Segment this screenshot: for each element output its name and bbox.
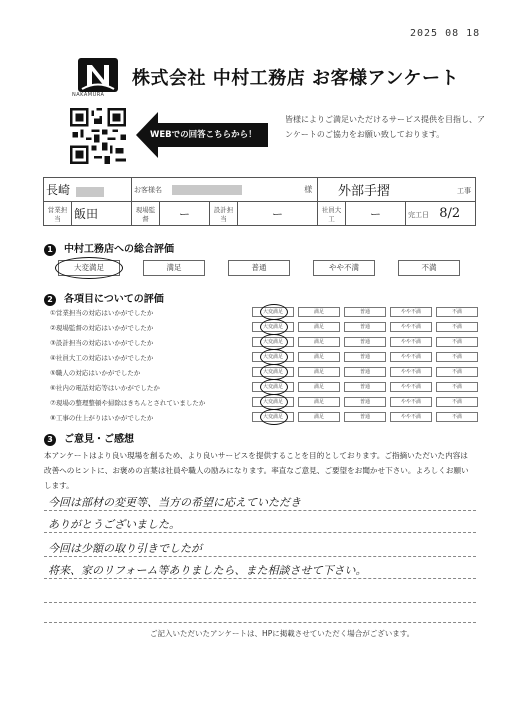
overall-option[interactable]: 普通 bbox=[228, 260, 290, 276]
section-1-heading bbox=[44, 240, 174, 256]
rating-option[interactable]: 満足 bbox=[298, 412, 340, 422]
complete-date-value: 8/2 bbox=[439, 206, 461, 221]
rating-option[interactable]: 不満 bbox=[436, 352, 478, 362]
comment-line bbox=[44, 578, 476, 579]
comment-line bbox=[44, 556, 476, 557]
customer-name-redacted bbox=[172, 185, 242, 195]
rating-option[interactable]: 満足 bbox=[298, 307, 340, 317]
rating-option[interactable]: 不満 bbox=[436, 337, 478, 347]
rating-option[interactable]: 不満 bbox=[436, 322, 478, 332]
sales-label: 営業担当 bbox=[47, 205, 68, 223]
overall-option[interactable]: 不満 bbox=[398, 260, 460, 276]
complete-date-label: 完工日 bbox=[408, 211, 429, 219]
selected-circle-mark bbox=[260, 409, 288, 425]
site-value: ー bbox=[179, 207, 190, 221]
logo-text: NAKAMURA bbox=[72, 92, 105, 98]
rating-option[interactable]: 満足 bbox=[298, 382, 340, 392]
rating-question: ⑧工事の仕上がりはいかがでしたか bbox=[50, 414, 154, 422]
rating-option[interactable]: やや不満 bbox=[390, 367, 432, 377]
section-3-heading bbox=[44, 430, 134, 446]
honorific: 様 bbox=[304, 185, 313, 194]
rating-option[interactable]: 普通 bbox=[344, 352, 386, 362]
redaction-block bbox=[76, 187, 104, 197]
selected-circle-mark bbox=[55, 257, 123, 279]
qr-code-icon[interactable] bbox=[70, 108, 126, 164]
section-2-title: 各項目についての評価 bbox=[64, 294, 164, 305]
survey-date: 2025 08 18 bbox=[410, 28, 481, 39]
rating-option[interactable]: やや不満 bbox=[390, 352, 432, 362]
rating-option[interactable]: 普通 bbox=[344, 307, 386, 317]
rating-option[interactable]: やや不満 bbox=[390, 397, 432, 407]
rating-question: ③設計担当の対応はいかがでしたか bbox=[50, 339, 154, 347]
handwritten-comment: 将来、家のリフォーム等ありましたら、また相談させて下さい。 bbox=[48, 564, 367, 577]
rating-option[interactable]: やや不満 bbox=[390, 337, 432, 347]
rating-option[interactable]: 満足 bbox=[298, 337, 340, 347]
site-label: 現場監督 bbox=[135, 205, 156, 223]
customer-info-table bbox=[43, 177, 476, 226]
comment-line bbox=[44, 622, 476, 623]
rating-option[interactable]: 不満 bbox=[436, 412, 478, 422]
rating-option[interactable]: 普通 bbox=[344, 397, 386, 407]
rating-option[interactable]: 満足 bbox=[298, 322, 340, 332]
selected-circle-mark bbox=[260, 379, 288, 395]
selected-circle-mark bbox=[260, 349, 288, 365]
rating-option[interactable]: 普通 bbox=[344, 367, 386, 377]
rating-option[interactable]: やや不満 bbox=[390, 322, 432, 332]
rating-option[interactable]: やや不満 bbox=[390, 307, 432, 317]
footer-note: ご記入いただいたアンケートは、HPに掲載させていただく場合がございます。 bbox=[150, 629, 415, 638]
web-answer-link[interactable]: WEBでの回答こちらから！ bbox=[150, 130, 257, 140]
rating-option[interactable]: やや不満 bbox=[390, 412, 432, 422]
overall-option[interactable]: 大変満足 bbox=[58, 260, 120, 276]
handwritten-comment: 今回は少額の取り引きでしたが bbox=[48, 542, 202, 555]
rating-option[interactable]: 不満 bbox=[436, 307, 478, 317]
rating-question: ①営業担当の対応はいかがでしたか bbox=[50, 309, 154, 317]
rating-question: ⑦現場の整理整頓や掃除はきちんとされていましたか bbox=[50, 399, 206, 407]
intro-text: 皆様によりご満足いただけるサービス提供を目指し、アンケートのご協力をお願い致しております。 bbox=[285, 115, 485, 139]
rating-option[interactable]: 満足 bbox=[298, 367, 340, 377]
rating-question: ⑤職人の対応はいかがでしたか bbox=[50, 369, 141, 377]
carpenter-label: 社員大工 bbox=[321, 205, 342, 223]
section-3-number: 3 bbox=[44, 434, 56, 446]
rating-option[interactable]: 普通 bbox=[344, 322, 386, 332]
design-label: 設計担当 bbox=[213, 205, 234, 223]
rating-option[interactable]: 不満 bbox=[436, 367, 478, 377]
work-name-value: 外部手摺 bbox=[338, 184, 391, 199]
selected-circle-mark bbox=[260, 364, 288, 380]
handwritten-comment: ありがとうございました。 bbox=[48, 518, 180, 531]
city-value: 長崎 bbox=[46, 183, 71, 197]
rating-option[interactable]: 大変満足 bbox=[252, 382, 294, 392]
rating-option[interactable]: 普通 bbox=[344, 412, 386, 422]
section-2-heading bbox=[44, 290, 164, 306]
rating-option[interactable]: 不満 bbox=[436, 382, 478, 392]
rating-option[interactable]: 普通 bbox=[344, 382, 386, 392]
section-1-title: 中村工務店への総合評価 bbox=[64, 244, 174, 255]
comment-line bbox=[44, 602, 476, 603]
work-suffix: 工事 bbox=[457, 187, 471, 195]
selected-circle-mark bbox=[260, 334, 288, 350]
rating-question: ⑥社内の電話対応等はいかがでしたか bbox=[50, 384, 160, 392]
rating-option[interactable]: 大変満足 bbox=[252, 337, 294, 347]
selected-circle-mark bbox=[260, 304, 288, 320]
rating-option[interactable]: 大変満足 bbox=[252, 352, 294, 362]
handwritten-comment: 今回は部材の変更等、当方の希望に応えていただき bbox=[48, 496, 301, 509]
selected-circle-mark bbox=[260, 319, 288, 335]
overall-option[interactable]: やや不満 bbox=[313, 260, 375, 276]
rating-option[interactable]: 大変満足 bbox=[252, 322, 294, 332]
section-1-number: 1 bbox=[44, 244, 56, 256]
rating-question: ④社員大工の対応はいかがでしたか bbox=[50, 354, 154, 362]
rating-option[interactable]: やや不満 bbox=[390, 382, 432, 392]
customer-name-label: お客様名 bbox=[134, 185, 162, 194]
selected-circle-mark bbox=[260, 394, 288, 410]
section-2-number: 2 bbox=[44, 294, 56, 306]
comment-line bbox=[44, 510, 476, 511]
rating-option[interactable]: 満足 bbox=[298, 397, 340, 407]
rating-option[interactable]: 大変満足 bbox=[252, 397, 294, 407]
section-3-description: 本アンケートはより良い現場を創るため、より良いサービスを提供することを目的としております。ご指摘いただいた内容は改善へのヒントに、お褒めの言葉は社員や職人の励みになります。率直なご意見、ご要望をお聞かせ下さい。よろしくお願いします。 bbox=[44, 451, 469, 490]
rating-option[interactable]: 大変満足 bbox=[252, 412, 294, 422]
design-value: ー bbox=[272, 207, 283, 221]
sales-value: 飯田 bbox=[74, 207, 99, 221]
rating-option[interactable]: 大変満足 bbox=[252, 307, 294, 317]
rating-option[interactable]: 満足 bbox=[298, 352, 340, 362]
rating-question: ②現場監督の対応はいかがでしたか bbox=[50, 324, 154, 332]
section-3-title: ご意見・ご感想 bbox=[64, 434, 134, 445]
rating-option[interactable]: 大変満足 bbox=[252, 367, 294, 377]
rating-option[interactable]: 不満 bbox=[436, 397, 478, 407]
overall-option[interactable]: 満足 bbox=[143, 260, 205, 276]
comment-line bbox=[44, 532, 476, 533]
carpenter-value: ー bbox=[370, 207, 381, 221]
page-title: 株式会社 中村工務店 お客様アンケート bbox=[132, 68, 459, 89]
rating-option[interactable]: 普通 bbox=[344, 337, 386, 347]
